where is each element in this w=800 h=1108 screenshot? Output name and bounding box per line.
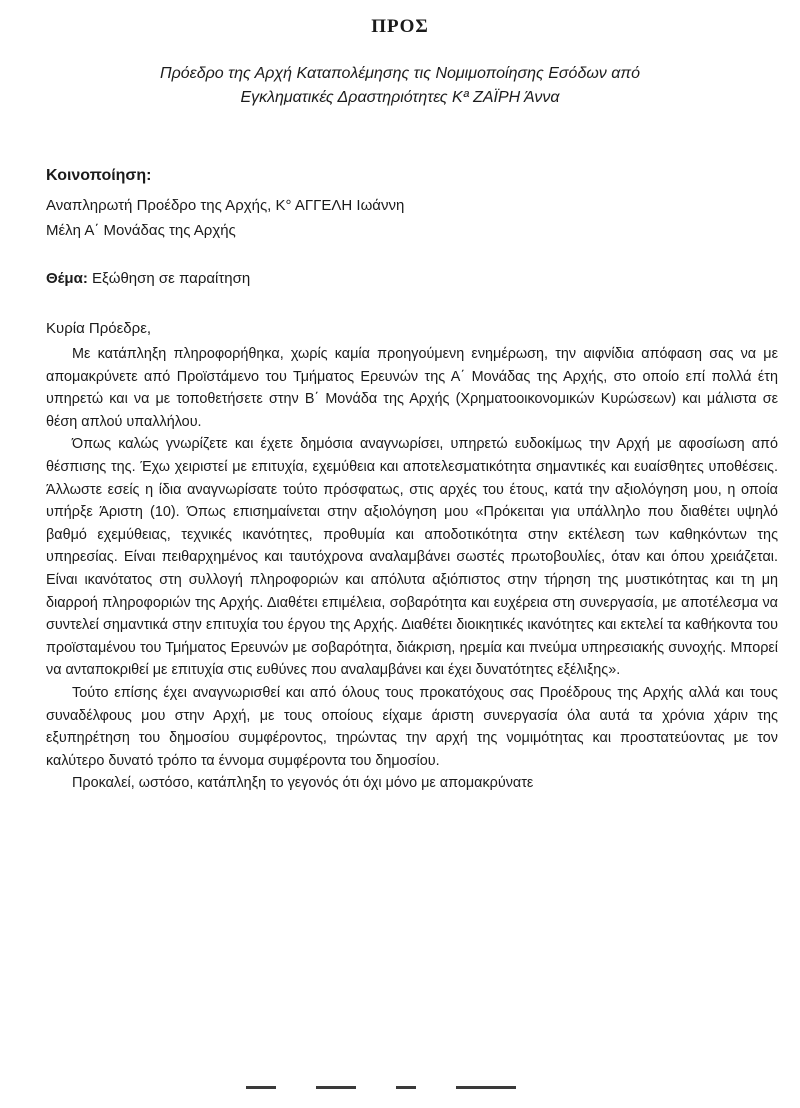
subject-text: Εξώθηση σε παραίτηση [92,270,251,287]
paragraph: Όπως καλώς γνωρίζετε και έχετε δημόσια αναγνωρίσει, υπηρετώ ευδοκίμως την Αρχή με αφοσίωση από θέσπισης της. Έχω χειριστεί με επιτυχία, εχεμύθεια και αποτελεσματικότητα σημαντικές και ευαίσθητες υποθέσεις. Άλλωστε εσείς η ίδια αναγνωρίσατε τούτο πρόσφατως, στις αρχές του έτους, κατά την αξιολόγηση μου, η οποία υπήρξε Άριστη (10). Όπως επισημαίνεται στην αξιολόγηση μου «Πρόκειται για υπάλληλο που διαθέτει υψηλό βαθμό εχεμύθειας, τεχνικές ικανότητες, προθυμία και αποδοτικότητα στην εκτέλεση των καθηκόντων της υπηρεσίας. Είναι πειθαρχημένος και ταυτόχρονα αναλαμβάνει σωστές πρωτοβουλίες, όταν και όπου χρειάζεται. Είναι ικανότατος στη συλλογή πληροφοριών και απόλυτα αξιόπιστος στην τήρηση της μυστικότητας και τη μη διαρροή πληροφοριών της Αρχής. Διαθέτει επιμέλεια, σοβαρότητα και ευχέρεια στη συνεργασία, με αποτέλεσμα να συντελεί σημαντικά στην επιτυχία του έργου της Αρχής. Διαθέτει διοικητικές ικανότητες και εκτελεί τα καθήκοντα του προϊσταμένου του Τμήματος Ερευνών με σοβαρότητα, διάκριση, ηρεμία και πνεύμα υπηρεσιακής συνοχής. Μπορεί να ανταποκριθεί με επιτυχία στις ευθύνες που αναλαμβάνει και έχει δυνατότητες εξέλιξης». [46,436,778,679]
subject-label: Θέμα: [46,270,88,287]
letter-body [46,343,778,795]
addressee-block [60,62,740,110]
cc-item: Μέλη Α΄ Μονάδας της Αρχής [46,222,236,239]
addressee-line: Εγκληματικές Δραστηριότητες Κª ΖΑΪΡΗ Άννα [240,89,560,106]
salutation: Κυρία Πρόεδρε, [46,320,152,337]
paragraph: Προκαλεί, ωστόσο, κατάπληξη το γεγονός ότι όχι μόνο με απομακρύνατε [72,775,534,792]
cc-list [46,193,746,243]
paragraph: Με κατάπληξη πληροφορήθηκα, χωρίς καμία προηγούμενη ενημέρωση, την αιφνίδια απόφαση σας να με απομακρύνετε από Προϊστάμενο του Τμήματος Ερευνών της Α΄ Μονάδας της Αρχής, στο οποίο επί πολλά έτη υπηρετώ και να με τοποθετήσετε στην Β΄ Μονάδα της Αρχής (Χρηματοοικονομικών Κυρώσεων) και μάλιστα σε θέση απλού υπαλλήλου. [46,346,778,430]
addressee-line: Πρόεδρο της Αρχή Καταπολέμησης τις Νομιμοποίησης Εσόδων από [160,65,640,82]
subject-line [46,270,746,287]
cut-off-text-fragment [46,1086,778,1096]
document-heading: ΠΡΟΣ [371,16,429,37]
cc-item: Αναπληρωτή Προέδρο της Αρχής, Κ° ΑΓΓΕΛΗ Ιωάννη [46,197,405,214]
paragraph: Τούτο επίσης έχει αναγνωρισθεί και από όλους τους προκατόχους σας Προέδρους της Αρχής αλλά και τους συναδέλφους μου στην Αρχή, με τους οποίους είχαμε άριστη συνεργασία όλα αυτά τα χρόνια χάριν της εξυπηρέτηση του δημοσίου συμφέροντος, τηρώντας την αρχή της νομιμότητας και προστατεύοντας με τον καλύτερο δυνατό τρόπο τα έννομα συμφέροντα του δημοσίου. [46,684,778,769]
cc-title: Κοινοποίηση: [46,167,152,184]
